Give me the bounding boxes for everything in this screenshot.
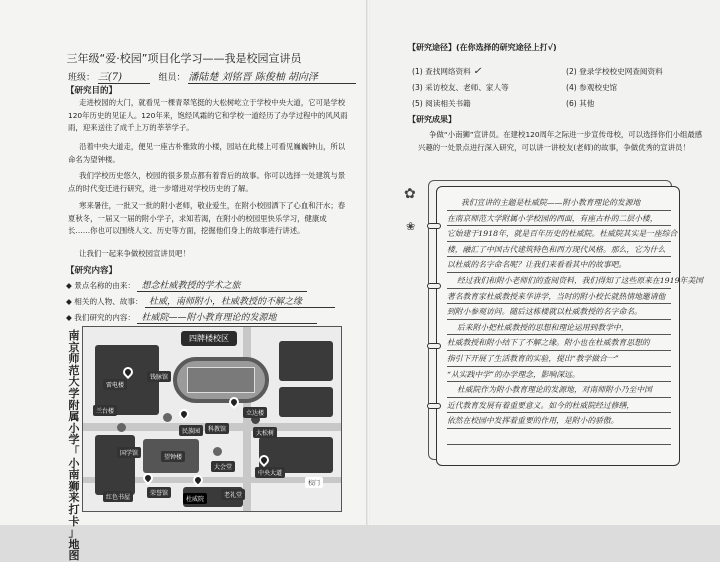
class-label: 班级： — [68, 73, 96, 83]
location-pin-icon — [191, 473, 205, 487]
map-label-hongse: 红色书屋 — [103, 491, 133, 502]
notebook-line: 在南京师范大学附属小学校园的西面，有座古朴的二层小楼， — [447, 211, 671, 227]
notebook-line: 后来附小把杜威教授的思想和理论运用到教学中， — [447, 320, 671, 336]
map-label-guoxue: 国学馆 — [117, 447, 141, 458]
content-item-2-answer: 杜威，南师附小，杜威教授的不解之缘 — [145, 294, 335, 308]
option-3: (3) 采访校友、老师、家人等 — [412, 83, 509, 92]
notebook-line: 指引下开展了生活教育的实验，提出“教学做合一” — [447, 351, 671, 367]
notebook-line: 著名教育家杜威教授来华讲学，当时的附小校长就热情地邀请他 — [447, 289, 671, 305]
notebook-line: 到附小参观访问。随后这栋楼就以杜威教授的名字命名。 — [447, 304, 671, 320]
notebook-line: 杜威院作为附小教育理论的发源地，对南师附小乃至中国 — [447, 382, 671, 398]
map-label-pine: 大松树 — [253, 427, 277, 438]
notebook-line: 依然在校园中发挥着重要的作用，是附小的骄傲。 — [447, 413, 671, 429]
map-label-minzu: 民族园 — [179, 425, 203, 436]
option-6: (6) 其他 — [566, 99, 595, 108]
option-1: (1) 查找网络资料 ✓ — [412, 66, 482, 77]
map-label-duwei: 杜威院 — [183, 493, 207, 504]
campus-map — [82, 326, 342, 512]
content-heading: 【研究内容】 — [66, 266, 118, 276]
group-label: 组员： — [158, 73, 186, 83]
notebook-ring — [427, 343, 441, 349]
map-label-lao-litang: 老礼堂 — [221, 489, 245, 500]
map-label-qianmai: 钱脉馆 — [147, 371, 171, 382]
research-path-heading: 【研究途径】(在你选择的研究途径上打√) — [408, 43, 557, 52]
research-result-heading: 【研究成果】 — [408, 115, 456, 124]
content-item-1-label: 景点名称的由来： — [74, 281, 136, 290]
content-item-1-answer: 想念杜威教授的学术之旅 — [137, 278, 307, 292]
purpose-paragraph-1: 走进校园的大门，就看见一棵青翠笔挺的大松树屹立于学校中央大道，它可是学校120年历史的见证人。120年来，饱经风霜的它和学校一道经历了办学过程中的风风雨雨，迎来送往了成千上万的莘莘学子。 — [68, 98, 348, 133]
notebook-ring — [427, 283, 441, 289]
purpose-paragraph-2: 沿着中央大道走，便见一座古朴雅致的小楼，园站在此楼上可看见巍巍钟山，所以命名为望钟楼。 — [68, 142, 346, 164]
page-title: 三年级“爱·校园”项目化学习——我是校园宣讲员 — [66, 52, 302, 65]
notebook-line: 我们宣讲的主题是杜威院——附小教育理论的发源地 — [447, 195, 671, 211]
content-item-3-label: 我们研究的内容： — [74, 313, 136, 322]
option-2: (2) 登录学校校史网查阅资料 — [566, 67, 663, 76]
notebook-ring — [427, 223, 441, 229]
notebook-line: 楼，融汇了中国古代建筑特色和西方现代风格。那么，它为什么 — [447, 242, 671, 258]
notebook-line: “从实践中学”的办学理念，影响深远。 — [447, 367, 671, 383]
notebook-lines — [447, 195, 703, 445]
notebook — [436, 186, 703, 466]
notebook-line: 杜威教授和附小结下了不解之缘。附小也在杜威教育思想的 — [447, 335, 671, 351]
notebook-line: 它始建于1918年，就是百年历史的杜威院。杜威院其实是一座综合 — [447, 226, 671, 242]
map-vertical-title: 南 京 师 范 大 学 附 属 小 学 「 小 南 狮 来 打 卡 」 地 图 — [68, 329, 80, 562]
content-item-2: ◆ 相关的人物、故事： 杜威，南师附小，杜威教授的不解之缘 — [66, 294, 335, 308]
purpose-paragraph-4: 寒来暑往，一批又一批的附小老师，敬业爱生，在附小校园洒下了心血和汗水；春夏秋冬，一届又一届的附小学子，求知若渴，在附小的校园里快乐学习，健康成长……你也可以围绕人文、历史等方面，挖掘他们身上的故事进行讲述。 — [68, 201, 346, 236]
option-5: (5) 阅读相关书籍 — [412, 99, 471, 108]
content-item-1: ◆ 景点名称的由来： 想念杜威教授的学术之旅 — [66, 278, 307, 292]
map-title: 四牌楼校区 — [181, 331, 237, 346]
map-label-lida: 立达楼 — [243, 407, 267, 418]
result-paragraph: 争做“小南狮”宣讲员。在建校120周年之际进一步宣传母校，可以选择你们小组最感兴趣的一处景点进行深入研究，可以讲一讲校友(老师)的故事，争做优秀的宣讲员！ — [418, 130, 703, 152]
notebook-line — [447, 429, 671, 445]
content-item-3: ◆ 我们研究的内容： 杜威院——附小教育理论的发源地 — [66, 310, 317, 324]
right-page — [370, 0, 720, 525]
map-label-dahuitang: 大会堂 — [211, 461, 235, 472]
running-track — [173, 357, 269, 403]
flower-doodle-icon: ❀ — [406, 220, 416, 233]
purpose-heading: 【研究目的】 — [66, 86, 118, 96]
check-icon: ✓ — [473, 66, 482, 77]
map-label-gate: 校门 — [305, 477, 323, 488]
content-item-2-label: 相关的人物、故事： — [74, 297, 143, 306]
notebook-line: 经过我们和附小老师们的查阅资料，我们得知了这些原来在1919年美国 — [447, 273, 671, 289]
purpose-paragraph-5: 让我们一起来争做校园宣讲员吧！ — [79, 249, 190, 258]
map-label-wangzhong: 望钟楼 — [161, 451, 185, 462]
group-value: 潘陆楚 刘铭晋 陈俊柚 胡向泽 — [188, 68, 356, 84]
notebook-line: 近代教育发展有着重要意义。如今的杜威院经过修缮， — [447, 398, 671, 414]
class-value: 三(7) — [98, 68, 150, 84]
content-item-3-answer: 杜威院——附小教育理论的发源地 — [137, 310, 317, 324]
map-label-zhongyang: 中央大道 — [255, 467, 285, 478]
location-pin-icon — [177, 407, 191, 421]
map-label-lantai: 兰台楼 — [93, 405, 117, 416]
notebook-line: 以杜威的名字命名呢？让我们来看看其中的故事吧。 — [447, 257, 671, 273]
flower-doodle-icon: ✿ — [404, 186, 416, 202]
notebook-ring — [427, 403, 441, 409]
map-label-kejiao: 科教馆 — [205, 423, 229, 434]
class-row — [68, 68, 356, 84]
map-label-leidian: 雷电楼 — [103, 379, 127, 390]
purpose-paragraph-3: 我们学校历史悠久，校园的很多景点都有着背后的故事。你可以选择一处建筑与景点的时代变迁进行研究，进一步增进对学校历史的了解。 — [68, 171, 346, 193]
option-4: (4) 参观校史馆 — [566, 83, 618, 92]
map-label-rongyu: 荣誉馆 — [147, 487, 171, 498]
